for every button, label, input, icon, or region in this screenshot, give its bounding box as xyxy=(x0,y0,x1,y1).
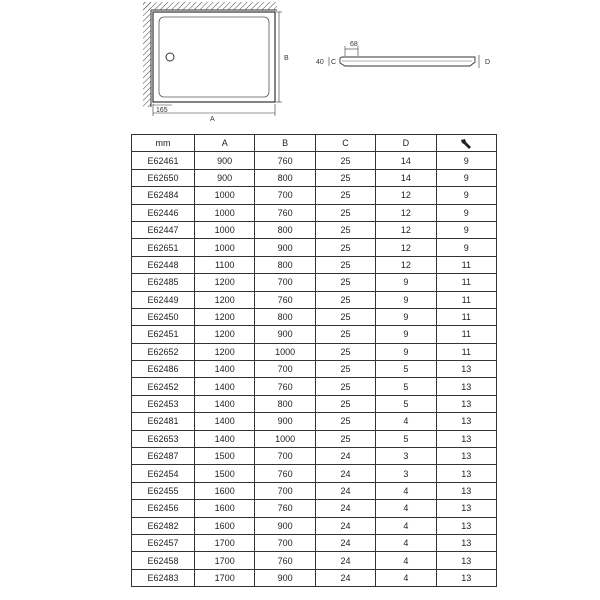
table-row xyxy=(132,395,497,412)
value-cell: 1100 xyxy=(195,256,255,273)
value-cell: 5 xyxy=(376,361,436,378)
product-code-cell: E62449 xyxy=(132,291,195,308)
value-cell: 25 xyxy=(315,169,375,186)
value-cell: 25 xyxy=(315,239,375,256)
section-view xyxy=(316,41,490,68)
label-c: C xyxy=(331,59,337,66)
value-cell: 9 xyxy=(376,326,436,343)
value-cell: 5 xyxy=(376,395,436,412)
wall-hatch-top xyxy=(143,2,277,10)
value-cell: 12 xyxy=(376,239,436,256)
value-cell: 1200 xyxy=(195,291,255,308)
table-row xyxy=(132,326,497,343)
value-cell: 760 xyxy=(255,291,315,308)
product-code-cell: E62450 xyxy=(132,308,195,325)
tray-outline xyxy=(153,12,275,102)
table-row xyxy=(132,221,497,238)
value-cell: 13 xyxy=(436,500,496,517)
value-cell: 5 xyxy=(376,378,436,395)
table-row xyxy=(132,187,497,204)
dimensions-table xyxy=(131,134,497,587)
product-code-cell: E62487 xyxy=(132,448,195,465)
product-code-cell: E62482 xyxy=(132,517,195,534)
product-code-cell: E62458 xyxy=(132,552,195,569)
value-cell: 13 xyxy=(436,534,496,551)
value-cell: 3 xyxy=(376,465,436,482)
product-code-cell: E62453 xyxy=(132,395,195,412)
value-cell: 25 xyxy=(315,413,375,430)
value-cell: 800 xyxy=(255,256,315,273)
table-row xyxy=(132,343,497,360)
value-cell: 25 xyxy=(315,395,375,412)
drain-icon xyxy=(166,53,174,61)
value-cell: 1000 xyxy=(195,204,255,221)
value-cell: 1600 xyxy=(195,517,255,534)
value-cell: 760 xyxy=(255,378,315,395)
value-cell: 12 xyxy=(376,204,436,221)
value-cell: 24 xyxy=(315,500,375,517)
value-cell: 1400 xyxy=(195,413,255,430)
product-code-cell: E62484 xyxy=(132,187,195,204)
value-cell: 9 xyxy=(376,343,436,360)
value-cell: 4 xyxy=(376,413,436,430)
table-row xyxy=(132,534,497,551)
product-code-cell: E62481 xyxy=(132,413,195,430)
table-row xyxy=(132,465,497,482)
value-cell: 760 xyxy=(255,500,315,517)
product-code-cell: E62457 xyxy=(132,534,195,551)
value-cell: 1200 xyxy=(195,308,255,325)
value-cell: 900 xyxy=(195,169,255,186)
value-cell: 13 xyxy=(436,465,496,482)
value-cell: 4 xyxy=(376,534,436,551)
table-row xyxy=(132,361,497,378)
value-cell: 900 xyxy=(255,569,315,586)
value-cell: 700 xyxy=(255,482,315,499)
header-d: D xyxy=(376,135,436,152)
header-weight xyxy=(436,135,496,152)
value-cell: 1400 xyxy=(195,361,255,378)
value-cell: 1500 xyxy=(195,448,255,465)
table-row xyxy=(132,291,497,308)
value-cell: 24 xyxy=(315,552,375,569)
value-cell: 14 xyxy=(376,169,436,186)
product-code-cell: E62653 xyxy=(132,430,195,447)
value-cell: 760 xyxy=(255,552,315,569)
label-width: 68 xyxy=(350,41,358,48)
value-cell: 1200 xyxy=(195,274,255,291)
plan-view xyxy=(143,2,289,123)
value-cell: 13 xyxy=(436,361,496,378)
value-cell: 25 xyxy=(315,308,375,325)
value-cell: 9 xyxy=(436,239,496,256)
value-cell: 11 xyxy=(436,256,496,273)
table-row xyxy=(132,482,497,499)
value-cell: 24 xyxy=(315,465,375,482)
value-cell: 4 xyxy=(376,569,436,586)
value-cell: 760 xyxy=(255,465,315,482)
table-header-row xyxy=(132,135,497,152)
value-cell: 25 xyxy=(315,221,375,238)
value-cell: 760 xyxy=(255,204,315,221)
value-cell: 25 xyxy=(315,378,375,395)
value-cell: 1600 xyxy=(195,482,255,499)
value-cell: 12 xyxy=(376,187,436,204)
value-cell: 900 xyxy=(255,413,315,430)
product-code-cell: E62485 xyxy=(132,274,195,291)
value-cell: 13 xyxy=(436,430,496,447)
value-cell: 24 xyxy=(315,517,375,534)
value-cell: 1200 xyxy=(195,343,255,360)
value-cell: 1200 xyxy=(195,326,255,343)
table-row xyxy=(132,256,497,273)
table-row xyxy=(132,152,497,169)
label-b: B xyxy=(284,55,289,62)
value-cell: 13 xyxy=(436,517,496,534)
value-cell: 25 xyxy=(315,361,375,378)
value-cell: 25 xyxy=(315,274,375,291)
value-cell: 4 xyxy=(376,500,436,517)
product-code-cell: E62486 xyxy=(132,361,195,378)
value-cell: 11 xyxy=(436,308,496,325)
table-row xyxy=(132,169,497,186)
product-code-cell: E62456 xyxy=(132,500,195,517)
product-code-cell: E62651 xyxy=(132,239,195,256)
value-cell: 11 xyxy=(436,326,496,343)
value-cell: 25 xyxy=(315,204,375,221)
value-cell: 1000 xyxy=(255,343,315,360)
value-cell: 13 xyxy=(436,395,496,412)
label-height: 40 xyxy=(316,59,324,66)
table-row xyxy=(132,552,497,569)
value-cell: 1000 xyxy=(195,187,255,204)
value-cell: 700 xyxy=(255,448,315,465)
value-cell: 13 xyxy=(436,482,496,499)
value-cell: 13 xyxy=(436,413,496,430)
value-cell: 24 xyxy=(315,482,375,499)
value-cell: 13 xyxy=(436,378,496,395)
value-cell: 11 xyxy=(436,274,496,291)
value-cell: 3 xyxy=(376,448,436,465)
value-cell: 800 xyxy=(255,221,315,238)
product-code-cell: E62483 xyxy=(132,569,195,586)
value-cell: 900 xyxy=(255,326,315,343)
value-cell: 1400 xyxy=(195,430,255,447)
value-cell: 25 xyxy=(315,326,375,343)
value-cell: 1000 xyxy=(255,430,315,447)
value-cell: 700 xyxy=(255,534,315,551)
label-a: A xyxy=(210,116,215,123)
value-cell: 5 xyxy=(376,430,436,447)
value-cell: 900 xyxy=(255,239,315,256)
value-cell: 9 xyxy=(436,187,496,204)
value-cell: 9 xyxy=(436,152,496,169)
value-cell: 13 xyxy=(436,552,496,569)
product-code-cell: E62461 xyxy=(132,152,195,169)
header-c: C xyxy=(315,135,375,152)
value-cell: 25 xyxy=(315,291,375,308)
value-cell: 12 xyxy=(376,221,436,238)
table-row xyxy=(132,448,497,465)
value-cell: 9 xyxy=(376,291,436,308)
value-cell: 1700 xyxy=(195,534,255,551)
technical-drawings xyxy=(0,0,600,130)
value-cell: 1000 xyxy=(195,221,255,238)
product-code-cell: E62650 xyxy=(132,169,195,186)
value-cell: 13 xyxy=(436,569,496,586)
table-row xyxy=(132,204,497,221)
value-cell: 9 xyxy=(436,169,496,186)
value-cell: 700 xyxy=(255,274,315,291)
table-row xyxy=(132,378,497,395)
table-row xyxy=(132,308,497,325)
value-cell: 25 xyxy=(315,256,375,273)
value-cell: 1500 xyxy=(195,465,255,482)
value-cell: 1600 xyxy=(195,500,255,517)
value-cell: 4 xyxy=(376,517,436,534)
label-d: D xyxy=(485,59,491,66)
value-cell: 25 xyxy=(315,430,375,447)
value-cell: 760 xyxy=(255,152,315,169)
value-cell: 25 xyxy=(315,152,375,169)
header-a: A xyxy=(195,135,255,152)
value-cell: 1400 xyxy=(195,378,255,395)
value-cell: 9 xyxy=(436,221,496,238)
value-cell: 9 xyxy=(376,308,436,325)
tray-profile xyxy=(340,57,475,66)
product-code-cell: E62451 xyxy=(132,326,195,343)
table-row xyxy=(132,569,497,586)
wall-hatch-left xyxy=(143,2,151,107)
value-cell: 900 xyxy=(255,517,315,534)
header-mm: mm xyxy=(132,135,195,152)
product-code-cell: E62452 xyxy=(132,378,195,395)
product-code-cell: E62446 xyxy=(132,204,195,221)
value-cell: 700 xyxy=(255,187,315,204)
table-row xyxy=(132,517,497,534)
table-row xyxy=(132,239,497,256)
value-cell: 14 xyxy=(376,152,436,169)
value-cell: 800 xyxy=(255,169,315,186)
table-row xyxy=(132,500,497,517)
value-cell: 12 xyxy=(376,256,436,273)
header-b: B xyxy=(255,135,315,152)
value-cell: 13 xyxy=(436,448,496,465)
value-cell: 1400 xyxy=(195,395,255,412)
table-row xyxy=(132,274,497,291)
value-cell: 1700 xyxy=(195,569,255,586)
value-cell: 4 xyxy=(376,552,436,569)
value-cell: 9 xyxy=(376,274,436,291)
product-code-cell: E62652 xyxy=(132,343,195,360)
value-cell: 11 xyxy=(436,343,496,360)
value-cell: 900 xyxy=(195,152,255,169)
value-cell: 25 xyxy=(315,187,375,204)
value-cell: 24 xyxy=(315,448,375,465)
value-cell: 700 xyxy=(255,361,315,378)
value-cell: 800 xyxy=(255,395,315,412)
product-code-cell: E62448 xyxy=(132,256,195,273)
value-cell: 4 xyxy=(376,482,436,499)
value-cell: 24 xyxy=(315,534,375,551)
value-cell: 25 xyxy=(315,343,375,360)
value-cell: 800 xyxy=(255,308,315,325)
weight-icon xyxy=(459,138,473,150)
product-code-cell: E62455 xyxy=(132,482,195,499)
value-cell: 24 xyxy=(315,569,375,586)
product-code-cell: E62454 xyxy=(132,465,195,482)
value-cell: 1000 xyxy=(195,239,255,256)
label-offset: 165 xyxy=(156,107,168,114)
product-code-cell: E62447 xyxy=(132,221,195,238)
table-row xyxy=(132,413,497,430)
value-cell: 1700 xyxy=(195,552,255,569)
value-cell: 9 xyxy=(436,204,496,221)
table-row xyxy=(132,430,497,447)
tray-inner xyxy=(159,17,269,97)
value-cell: 11 xyxy=(436,291,496,308)
